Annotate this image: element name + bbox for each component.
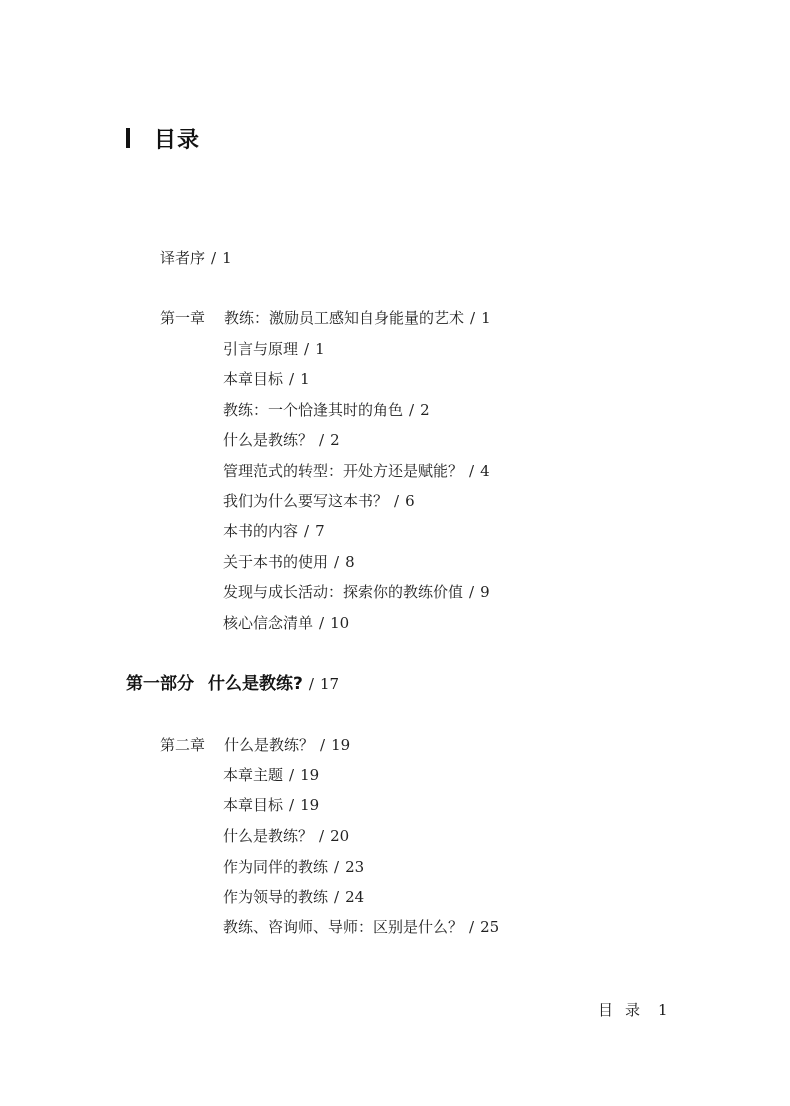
toc-separator: / (334, 888, 340, 906)
toc-chapter-1[interactable] (160, 308, 491, 328)
toc-entry-title: 本章主题 (223, 766, 284, 784)
footer-page-number: 1 (658, 1001, 668, 1019)
toc-page-number: 23 (345, 858, 365, 876)
toc-entry-title: 发现与成长活动：探索你的教练价值 (223, 583, 464, 601)
toc-separator: / (469, 462, 475, 480)
toc-entry-title: 什么是教练？ (223, 431, 314, 449)
toc-entry-title: 作为领导的教练 (223, 888, 329, 906)
toc-separator: / (409, 401, 415, 419)
toc-entry[interactable] (223, 582, 490, 602)
toc-page-number: 9 (480, 583, 490, 601)
toc-separator: / (320, 736, 326, 754)
toc-page-number: 1 (222, 249, 232, 267)
toc-entry-title: 本章目标 (223, 370, 284, 388)
footer-label-2: 录 (625, 1001, 641, 1019)
toc-page-number: 20 (330, 827, 350, 845)
toc-entry-preface[interactable] (160, 248, 232, 268)
toc-separator: / (289, 370, 295, 388)
toc-entry[interactable] (223, 795, 319, 815)
toc-separator: / (470, 309, 476, 327)
toc-entry[interactable] (223, 552, 355, 572)
toc-entry[interactable] (223, 339, 325, 359)
toc-entry-title: 教练、咨询师、导师：区别是什么？ (223, 918, 464, 936)
toc-page-number: 19 (300, 766, 320, 784)
toc-separator: / (304, 340, 310, 358)
page-title: 目录 (154, 127, 201, 153)
toc-separator: / (304, 522, 310, 540)
toc-page-number: 7 (315, 522, 325, 540)
toc-page-number: 1 (300, 370, 310, 388)
toc-page-number: 25 (480, 918, 500, 936)
toc-entry-title: 教练：激励员工感知自身能量的艺术 (224, 309, 465, 327)
toc-entry-title: 本书的内容 (223, 522, 299, 540)
toc-entry-title: 作为同伴的教练 (223, 858, 329, 876)
toc-separator: / (289, 796, 295, 814)
toc-entry-title: 引言与原理 (223, 340, 299, 358)
toc-separator: / (308, 675, 314, 693)
toc-entry-title: 核心信念清单 (223, 614, 314, 632)
toc-entry[interactable] (223, 857, 364, 877)
toc-separator: / (334, 553, 340, 571)
toc-page-number: 4 (480, 462, 490, 480)
toc-part-1[interactable] (126, 674, 339, 694)
toc-entry-title: 本章目标 (223, 796, 284, 814)
toc-page-number: 19 (331, 736, 351, 754)
toc-entry[interactable] (223, 765, 319, 785)
part-title: 什么是教练? (208, 674, 303, 694)
toc-entry[interactable] (223, 369, 310, 389)
toc-page-number: 8 (345, 553, 355, 571)
toc-page-number: 24 (345, 888, 365, 906)
title-marker-bar (126, 128, 130, 148)
toc-entry-title: 什么是教练？ (224, 736, 315, 754)
toc-entry[interactable] (223, 461, 490, 481)
toc-entry[interactable] (223, 491, 415, 511)
page-header (126, 120, 200, 156)
toc-entry-title: 管理范式的转型：开处方还是赋能？ (223, 462, 464, 480)
toc-page-number: 2 (330, 431, 340, 449)
toc-entry[interactable] (223, 917, 499, 937)
toc-separator: / (469, 583, 475, 601)
toc-entry-title: 什么是教练？ (223, 827, 314, 845)
toc-separator: / (319, 827, 325, 845)
toc-page-number: 2 (420, 401, 430, 419)
part-label: 第一部分 (126, 674, 194, 694)
toc-separator: / (394, 492, 400, 510)
toc-separator: / (319, 431, 325, 449)
toc-separator: / (334, 858, 340, 876)
toc-page-number: 17 (319, 675, 340, 693)
toc-page-number: 1 (481, 309, 491, 327)
toc-entry[interactable] (223, 521, 325, 541)
toc-entry[interactable] (223, 887, 364, 907)
toc-entry[interactable] (223, 613, 349, 633)
chapter-label: 第一章 (160, 309, 206, 327)
toc-entry-title: 教练：一个恰逢其时的角色 (223, 401, 404, 419)
toc-page-number: 1 (315, 340, 325, 358)
toc-separator: / (211, 249, 217, 267)
toc-chapter-2[interactable] (160, 735, 350, 755)
toc-page-number: 19 (300, 796, 320, 814)
toc-separator: / (469, 918, 475, 936)
toc-separator: / (289, 766, 295, 784)
page-footer (598, 1000, 668, 1020)
chapter-label: 第二章 (160, 736, 206, 754)
toc-entry-title: 我们为什么要写这本书？ (223, 492, 389, 510)
toc-page-number: 10 (330, 614, 350, 632)
footer-label-1: 目 (598, 1001, 614, 1019)
toc-entry-title: 译者序 (160, 249, 206, 267)
toc-entry[interactable] (223, 826, 349, 846)
toc-page-number: 6 (405, 492, 415, 510)
toc-entry[interactable] (223, 430, 340, 450)
toc-separator: / (319, 614, 325, 632)
toc-entry[interactable] (223, 400, 430, 420)
toc-entry-title: 关于本书的使用 (223, 553, 329, 571)
